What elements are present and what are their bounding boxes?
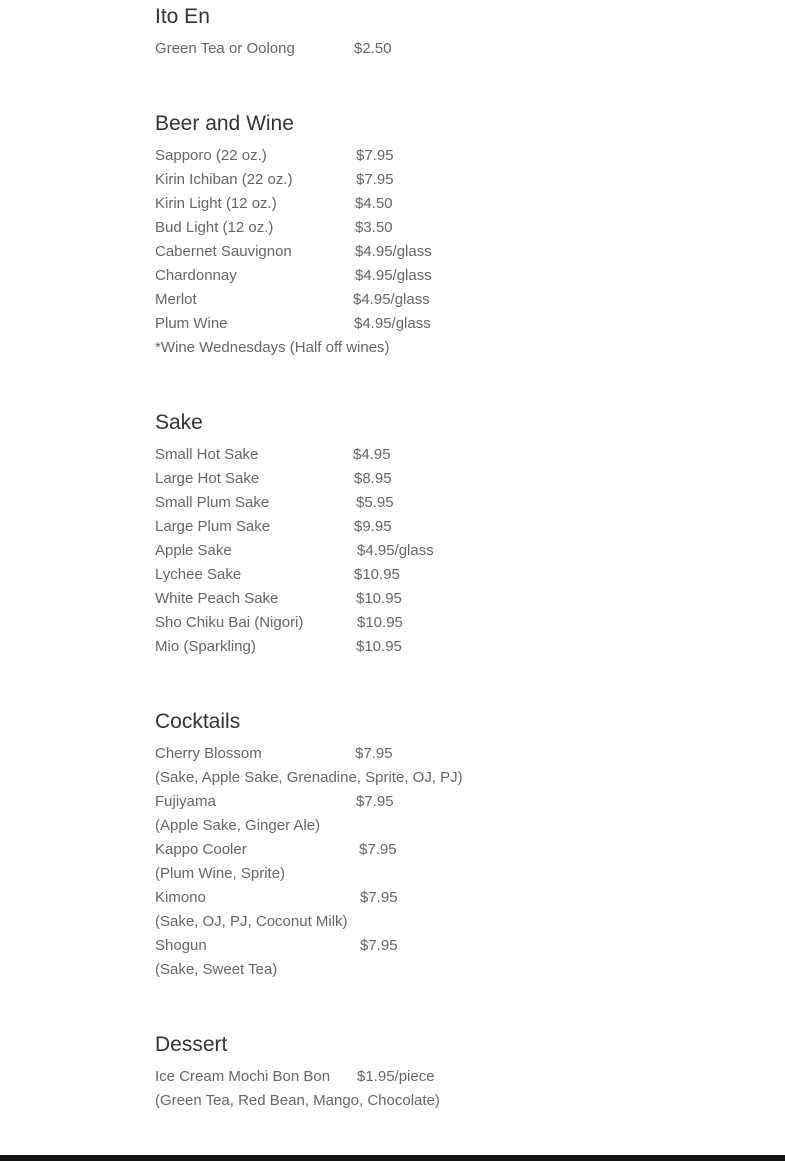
section-title: Cocktails xyxy=(155,710,241,733)
item-price: $4.95/glass xyxy=(354,315,431,332)
menu-item xyxy=(155,742,715,766)
item-price: $8.95 xyxy=(354,470,392,487)
menu-item xyxy=(155,192,715,216)
item-ingredients: (Apple Sake, Ginger Ale) xyxy=(155,817,321,834)
menu-lines xyxy=(155,742,715,982)
item-name: Cherry Blossom xyxy=(155,745,262,762)
section-title: Sake xyxy=(155,411,203,434)
item-price: $4.95/glass xyxy=(357,542,434,559)
item-price: $4.95/glass xyxy=(355,243,432,260)
menu-item xyxy=(155,443,715,467)
menu-item xyxy=(155,288,715,312)
item-name: Sho Chiku Bai (Nigori) xyxy=(155,614,304,631)
menu-note xyxy=(155,336,715,360)
item-price: $7.95 xyxy=(356,793,394,810)
item-price: $10.95 xyxy=(356,590,402,607)
item-price: $5.95 xyxy=(356,494,394,511)
menu-lines xyxy=(155,37,392,61)
menu-item xyxy=(155,886,715,910)
section-title: Ito En xyxy=(155,5,210,28)
item-name: Small Plum Sake xyxy=(155,494,270,511)
menu-item xyxy=(155,240,715,264)
item-price: $10.95 xyxy=(357,614,403,631)
item-description xyxy=(155,910,715,934)
item-description xyxy=(155,862,715,886)
item-price: $4.95 xyxy=(353,446,391,463)
menu-item xyxy=(155,563,715,587)
item-price: $7.95 xyxy=(356,171,394,188)
menu-item xyxy=(155,37,392,61)
section-title: Dessert xyxy=(155,1033,228,1056)
item-price: $10.95 xyxy=(356,638,402,655)
section-ito-en xyxy=(155,0,392,61)
item-price: $9.95 xyxy=(354,518,392,535)
item-ingredients: (Sake, OJ, PJ, Coconut Milk) xyxy=(155,913,348,930)
menu-item xyxy=(155,587,715,611)
item-name: Plum Wine xyxy=(155,315,228,332)
item-ingredients: (Sake, Sweet Tea) xyxy=(155,961,278,978)
item-name: Mio (Sparkling) xyxy=(155,638,256,655)
section-title: Beer and Wine xyxy=(155,112,294,135)
menu-item xyxy=(155,539,715,563)
menu-item xyxy=(155,264,715,288)
item-price: $7.95 xyxy=(359,841,397,858)
item-description xyxy=(155,814,715,838)
menu-item xyxy=(155,467,715,491)
section-beer-and-wine xyxy=(155,107,715,360)
menu-item xyxy=(155,168,715,192)
item-price: $7.95 xyxy=(360,937,398,954)
item-price: $2.50 xyxy=(354,40,392,57)
item-price: $4.95/glass xyxy=(355,267,432,284)
menu-lines xyxy=(155,1065,715,1113)
item-name: Kirin Ichiban (22 oz.) xyxy=(155,171,293,188)
menu-item xyxy=(155,934,715,958)
item-name: Lychee Sake xyxy=(155,566,242,583)
menu-item xyxy=(155,790,715,814)
menu-item xyxy=(155,491,715,515)
item-name: Kappo Cooler xyxy=(155,841,247,858)
item-name: Sapporo (22 oz.) xyxy=(155,147,267,164)
item-price: $7.95 xyxy=(360,889,398,906)
item-price: $4.50 xyxy=(355,195,393,212)
item-name: Fujiyama xyxy=(155,793,216,810)
item-name: Bud Light (12 oz.) xyxy=(155,219,274,236)
item-name: Ice Cream Mochi Bon Bon xyxy=(155,1068,331,1085)
item-price: $7.95 xyxy=(355,745,393,762)
item-name: Chardonnay xyxy=(155,267,237,284)
footer-bar xyxy=(0,1155,785,1161)
item-name: Apple Sake xyxy=(155,542,232,559)
item-name: Merlot xyxy=(155,291,197,308)
menu-item xyxy=(155,611,715,635)
item-price: $3.50 xyxy=(355,219,393,236)
item-name: *Wine Wednesdays (Half off wines) xyxy=(155,339,390,356)
menu-item xyxy=(155,216,715,240)
item-name: Cabernet Sauvignon xyxy=(155,243,292,260)
item-description xyxy=(155,958,715,982)
menu-item xyxy=(155,144,715,168)
item-name: Green Tea or Oolong xyxy=(155,40,295,57)
menu-lines xyxy=(155,144,715,360)
item-name: White Peach Sake xyxy=(155,590,279,607)
item-price: $1.95/piece xyxy=(357,1068,435,1085)
menu-item xyxy=(155,1065,715,1089)
item-description xyxy=(155,1089,715,1113)
item-ingredients: (Sake, Apple Sake, Grenadine, Sprite, OJ, PJ) xyxy=(155,769,463,786)
menu-lines xyxy=(155,443,715,659)
item-description xyxy=(155,766,715,790)
item-name: Kimono xyxy=(155,889,206,906)
section-dessert xyxy=(155,1028,715,1113)
item-name: Large Hot Sake xyxy=(155,470,260,487)
item-ingredients: (Plum Wine, Sprite) xyxy=(155,865,286,882)
item-ingredients: (Green Tea, Red Bean, Mango, Chocolate) xyxy=(155,1092,440,1109)
menu-item xyxy=(155,838,715,862)
item-name: Large Plum Sake xyxy=(155,518,271,535)
item-price: $7.95 xyxy=(356,147,394,164)
item-name: Kirin Light (12 oz.) xyxy=(155,195,277,212)
item-price: $10.95 xyxy=(354,566,400,583)
section-sake xyxy=(155,406,715,659)
menu-item xyxy=(155,312,715,336)
item-name: Small Hot Sake xyxy=(155,446,259,463)
menu-item xyxy=(155,515,715,539)
item-name: Shogun xyxy=(155,937,207,954)
item-price: $4.95/glass xyxy=(353,291,430,308)
menu-item xyxy=(155,635,715,659)
section-cocktails xyxy=(155,705,715,982)
